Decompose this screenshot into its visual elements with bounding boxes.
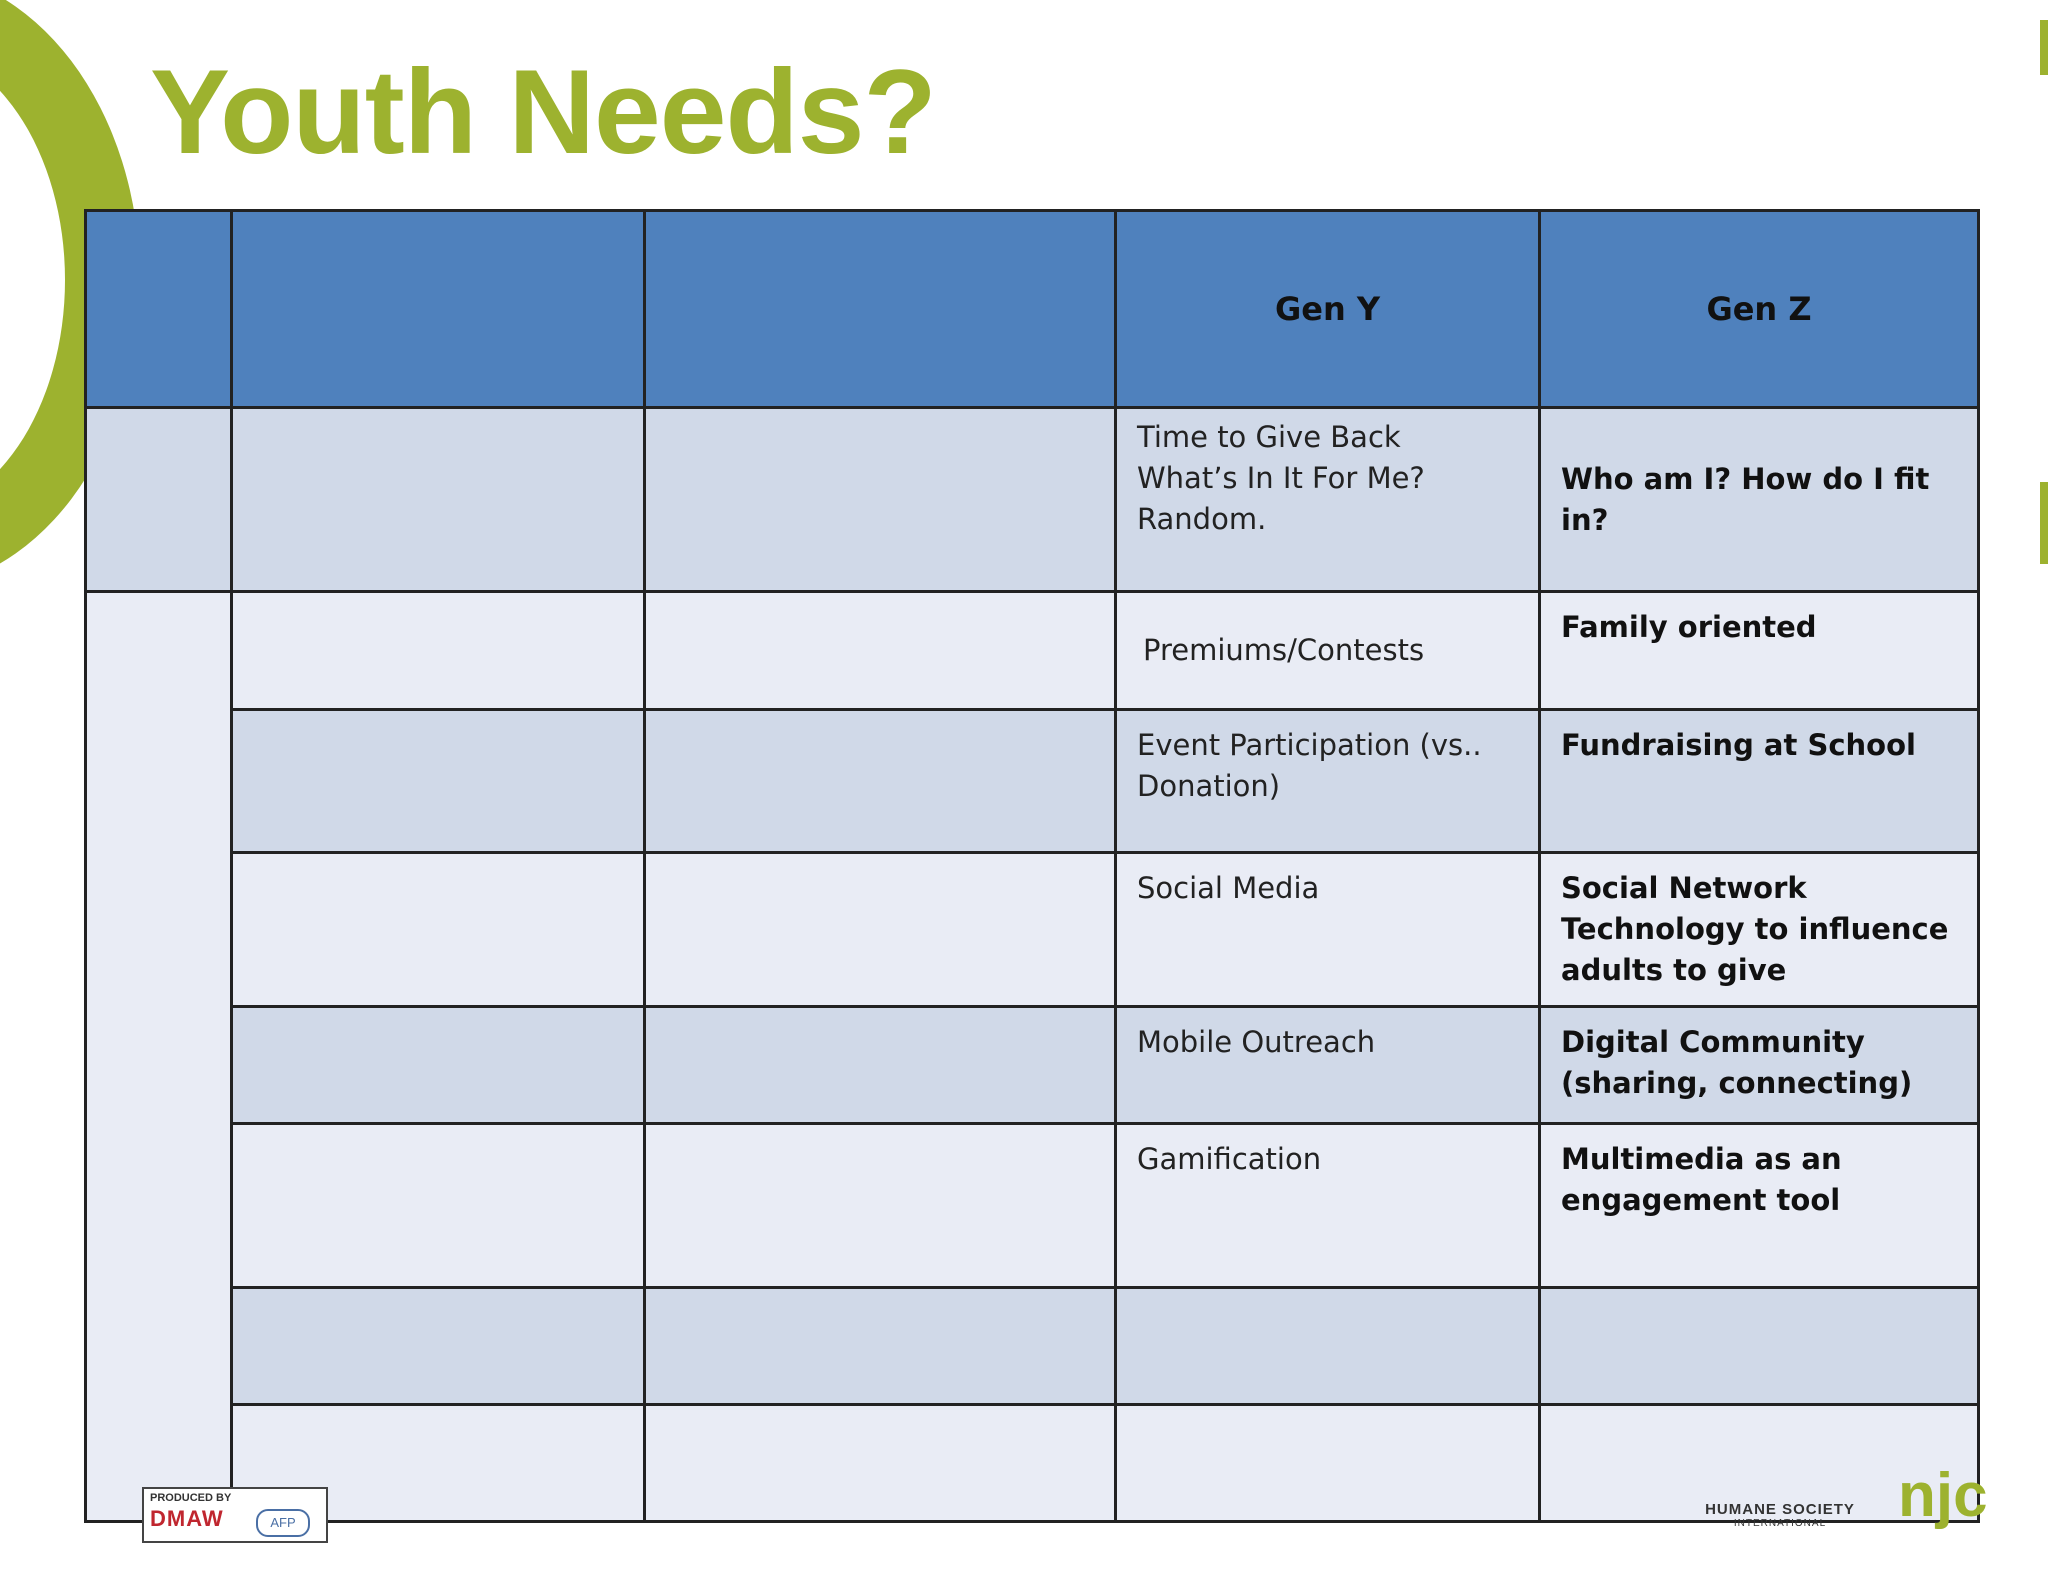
- gen-z-cell: [1540, 853, 1979, 1007]
- gen-y-text: Premiums/Contests: [1143, 633, 1425, 667]
- gen-y-cell: [1116, 1405, 1540, 1522]
- table-cell: [645, 592, 1116, 710]
- header-cell-1: [86, 211, 232, 408]
- table-cell: [232, 1288, 645, 1405]
- hsi-logo: [1700, 1501, 1860, 1529]
- table-cell: [645, 1124, 1116, 1288]
- gen-y-cell: [1116, 1007, 1540, 1124]
- gen-z-text: Family oriented: [1561, 610, 1817, 644]
- gen-z-cell: [1540, 592, 1979, 710]
- gen-y-cell: [1116, 853, 1540, 1007]
- table-row: [86, 408, 1979, 592]
- table-cell: [232, 1007, 645, 1124]
- table-cell: [232, 1124, 645, 1288]
- gen-y-text: Donation): [1137, 769, 1281, 803]
- gen-z-text: Multimedia as an engagement tool: [1561, 1142, 1842, 1217]
- table-cell: [232, 853, 645, 1007]
- header-gen-y: Gen Y: [1116, 211, 1540, 408]
- header-gen-z: Gen Z: [1540, 211, 1979, 408]
- gen-y-text: Mobile Outreach: [1137, 1025, 1376, 1059]
- gen-z-text: Digital Community (sharing, connecting): [1561, 1025, 1913, 1100]
- gen-z-text: Social Network Technology to influence adults to give: [1561, 871, 1949, 987]
- table-cell: [645, 1288, 1116, 1405]
- afp-logo-text: AFP: [256, 1509, 310, 1537]
- gen-y-cell: [1116, 1288, 1540, 1405]
- table-cell: [232, 710, 645, 853]
- gen-y-cell: [1116, 710, 1540, 853]
- row-label-cell: [86, 592, 232, 1522]
- slide-title: Youth Needs?: [150, 45, 936, 179]
- table-row: [86, 1288, 1979, 1405]
- gen-z-text: Who am I? How do I fit in?: [1561, 461, 1930, 537]
- dmaw-logo-text: DMAW: [150, 1506, 224, 1531]
- gen-z-cell: [1540, 1007, 1979, 1124]
- gen-y-text: Gamification: [1137, 1142, 1322, 1176]
- row-label-cell: [86, 408, 232, 592]
- hsi-line1: HUMANE SOCIETY: [1705, 1501, 1855, 1518]
- gen-z-text: Fundraising at School: [1561, 728, 1916, 762]
- njc-logo: njc: [1898, 1461, 1988, 1530]
- gen-y-text: Random.: [1137, 502, 1267, 536]
- table-row: [86, 1405, 1979, 1522]
- gen-y-cell: [1116, 408, 1540, 592]
- gen-z-cell: [1540, 1124, 1979, 1288]
- header-cell-3: [645, 211, 1116, 408]
- dmaw-afp-logo: [142, 1487, 328, 1543]
- table-row: [86, 1124, 1979, 1288]
- produced-by-label: PRODUCED BY: [150, 1492, 232, 1504]
- header-cell-2: [232, 211, 645, 408]
- gen-z-cell: [1540, 1288, 1979, 1405]
- table-header-row: [86, 211, 1979, 408]
- gen-y-text: Event Participation (vs..: [1137, 728, 1482, 762]
- table-cell: [232, 408, 645, 592]
- table-row: [86, 853, 1979, 1007]
- gen-y-text: Time to Give Back: [1137, 420, 1401, 454]
- table-row: [86, 1007, 1979, 1124]
- gen-z-cell: [1540, 408, 1979, 592]
- edge-mark-middle: [2040, 482, 2048, 564]
- gen-y-cell: [1116, 592, 1540, 710]
- youth-needs-table: [84, 209, 1980, 1523]
- table-row: [86, 710, 1979, 853]
- table-cell: [645, 1007, 1116, 1124]
- gen-y-text: What’s In It For Me?: [1137, 461, 1425, 495]
- gen-y-text: Social Media: [1137, 871, 1320, 905]
- table-cell: [232, 592, 645, 710]
- gen-y-cell: [1116, 1124, 1540, 1288]
- table-cell: [645, 408, 1116, 592]
- gen-z-cell: [1540, 710, 1979, 853]
- table-row: [86, 592, 1979, 710]
- hsi-line2: INTERNATIONAL: [1733, 1518, 1827, 1529]
- edge-mark-top: [2040, 20, 2048, 75]
- table-cell: [645, 710, 1116, 853]
- table-cell: [645, 853, 1116, 1007]
- table-cell: [645, 1405, 1116, 1522]
